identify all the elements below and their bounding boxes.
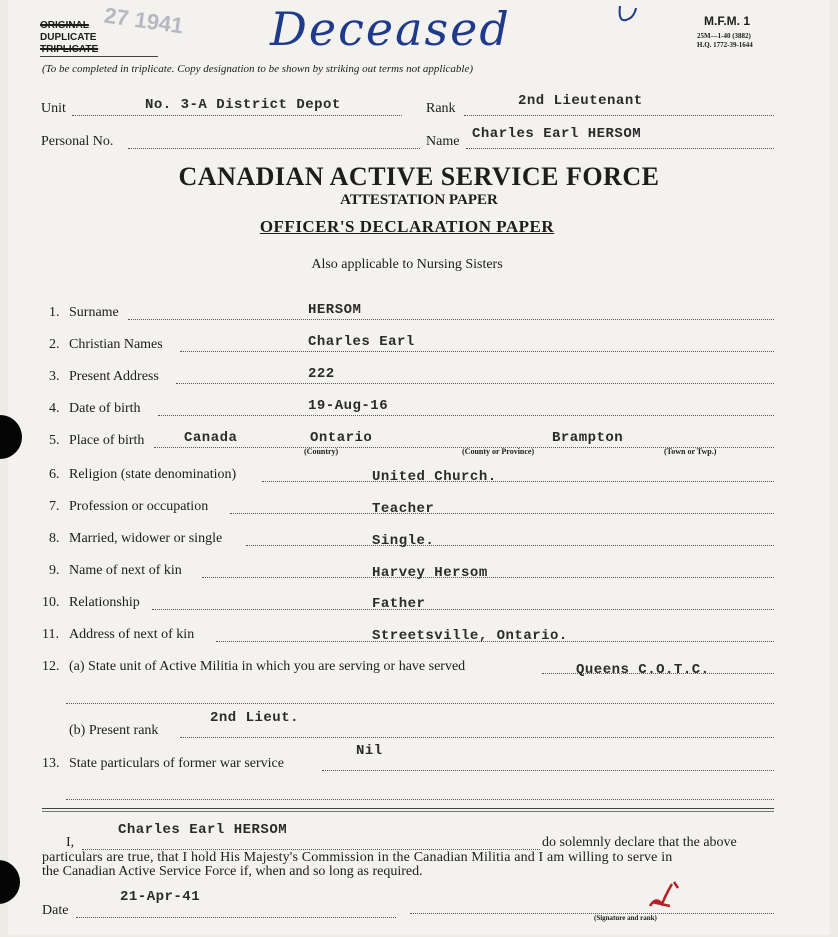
- field-6-number: 6.: [49, 467, 60, 482]
- signature-caption: (Signature and rank): [594, 914, 657, 922]
- copy-underline: [40, 56, 158, 57]
- field-4-value: 19-Aug-16: [308, 398, 389, 414]
- declaration-i: I,: [66, 835, 75, 850]
- field-10-number: 10.: [42, 595, 60, 610]
- field-7-label: Profession or occupation: [69, 499, 209, 514]
- field-12b-label: (b) Present rank: [69, 723, 159, 738]
- date-label: Date: [42, 903, 69, 918]
- field-4-number: 4.: [49, 401, 60, 416]
- personal-no-label: Personal No.: [41, 134, 114, 149]
- rank-label: Rank: [426, 101, 456, 116]
- field-9-number: 9.: [49, 563, 60, 578]
- field-8-number: 8.: [49, 531, 60, 546]
- field-9-line: [202, 577, 774, 578]
- handwritten-mark: [616, 4, 640, 24]
- field-8-value: Single.: [372, 533, 435, 549]
- date-value: 21-Apr-41: [120, 889, 201, 905]
- field-13-label: State particulars of former war service: [69, 756, 284, 771]
- field-12b-value: 2nd Lieut.: [210, 710, 300, 726]
- field-1-number: 1.: [49, 305, 60, 320]
- field-1-label: Surname: [69, 305, 119, 320]
- field-2-number: 2.: [49, 337, 60, 352]
- town-caption: (Town or Twp.): [664, 447, 717, 456]
- field-2-label: Christian Names: [69, 337, 163, 352]
- field-12-number: 12.: [42, 659, 60, 674]
- field-12a-line2: [66, 703, 774, 704]
- field-7-value: Teacher: [372, 501, 435, 517]
- field-4-line: [158, 415, 774, 416]
- field-13-line: [322, 770, 774, 771]
- form-ref-line3: H.Q. 1772-39-1644: [697, 41, 753, 49]
- date-stamp: 27 1941: [102, 2, 185, 39]
- main-title: CANADIAN ACTIVE SERVICE FORCE: [178, 162, 660, 191]
- date-line: [76, 917, 396, 918]
- declaration-text-1: do solemnly declare that the above: [542, 835, 737, 850]
- unit-line: [72, 115, 402, 116]
- declaration-text-3: the Canadian Active Service Force if, when and so long as required.: [42, 864, 423, 879]
- name-label: Name: [426, 134, 460, 149]
- instruction-text: (To be completed in triplicate. Copy designation to be shown by striking out terms not applicable): [42, 63, 473, 75]
- field-2-value: Charles Earl: [308, 334, 415, 350]
- field-5-town: Brampton: [552, 430, 624, 446]
- copy-original: ORIGINAL: [40, 20, 89, 31]
- separator-rule: [42, 808, 774, 809]
- copy-triplicate: TRIPLICATE: [40, 44, 99, 55]
- declaration-name: Charles Earl HERSOM: [118, 822, 288, 838]
- field-3-number: 3.: [49, 369, 60, 384]
- field-11-value: Streetsville, Ontario.: [372, 628, 568, 644]
- field-5-label: Place of birth: [69, 433, 145, 448]
- field-12b-line: [180, 737, 774, 738]
- field-3-line: [176, 383, 774, 384]
- name-line: [466, 148, 774, 149]
- field-11-label: Address of next of kin: [69, 627, 195, 642]
- field-8-line: [246, 545, 774, 546]
- handwritten-deceased: Deceased: [270, 2, 511, 56]
- field-7-line: [230, 513, 774, 514]
- nursing-note: Also applicable to Nursing Sisters: [311, 257, 503, 272]
- field-6-value: United Church.: [372, 469, 497, 485]
- country-caption: (Country): [304, 447, 339, 456]
- field-5-province: Ontario: [310, 430, 373, 446]
- field-9-value: Harvey Hersom: [372, 565, 488, 581]
- field-5-number: 5.: [49, 433, 60, 448]
- province-caption: (County or Province): [462, 447, 535, 456]
- signature-line: [410, 913, 774, 914]
- field-12a-label: (a) State unit of Active Militia in which you are serving or have served: [69, 659, 466, 674]
- signature-mark: [630, 876, 690, 912]
- field-13-line2: [66, 799, 774, 800]
- unit-value: No. 3-A District Depot: [145, 97, 341, 113]
- form-code: M.F.M. 1: [704, 14, 751, 28]
- field-5-country: Canada: [184, 430, 238, 446]
- field-4-label: Date of birth: [69, 401, 141, 416]
- field-3-value: 222: [308, 366, 335, 382]
- field-1-line: [128, 319, 774, 320]
- rank-line: [464, 115, 774, 116]
- declaration-title: OFFICER'S DECLARATION PAPER: [259, 217, 555, 236]
- declaration-text-2: particulars are true, that I hold His Majesty's Commission in the Canadian Militia and I am willing to serve in: [42, 850, 673, 865]
- field-6-line: [262, 481, 774, 482]
- field-7-number: 7.: [49, 499, 60, 514]
- field-2-line: [180, 351, 774, 352]
- field-11-number: 11.: [42, 627, 59, 642]
- field-3-label: Present Address: [69, 369, 159, 384]
- unit-label: Unit: [41, 101, 66, 116]
- field-10-value: Father: [372, 596, 426, 612]
- field-12a-value: Queens C.O.T.C.: [576, 662, 710, 678]
- field-1-value: HERSOM: [308, 302, 362, 318]
- name-value: Charles Earl HERSOM: [472, 126, 642, 142]
- personal-no-line: [128, 148, 420, 149]
- field-13-number: 13.: [42, 756, 60, 771]
- separator-rule-2: [42, 811, 774, 812]
- form-ref-line2: 25M—1-40 (3882): [697, 32, 751, 40]
- field-10-line: [152, 609, 774, 610]
- copy-duplicate: DUPLICATE: [40, 32, 97, 43]
- field-13-value: Nil: [356, 743, 383, 759]
- field-8-label: Married, widower or single: [69, 531, 223, 546]
- field-9-label: Name of next of kin: [69, 563, 182, 578]
- rank-value: 2nd Lieutenant: [518, 93, 643, 109]
- sub-title: ATTESTATION PAPER: [340, 192, 498, 208]
- field-10-label: Relationship: [69, 595, 140, 610]
- field-6-label: Religion (state denomination): [69, 467, 237, 482]
